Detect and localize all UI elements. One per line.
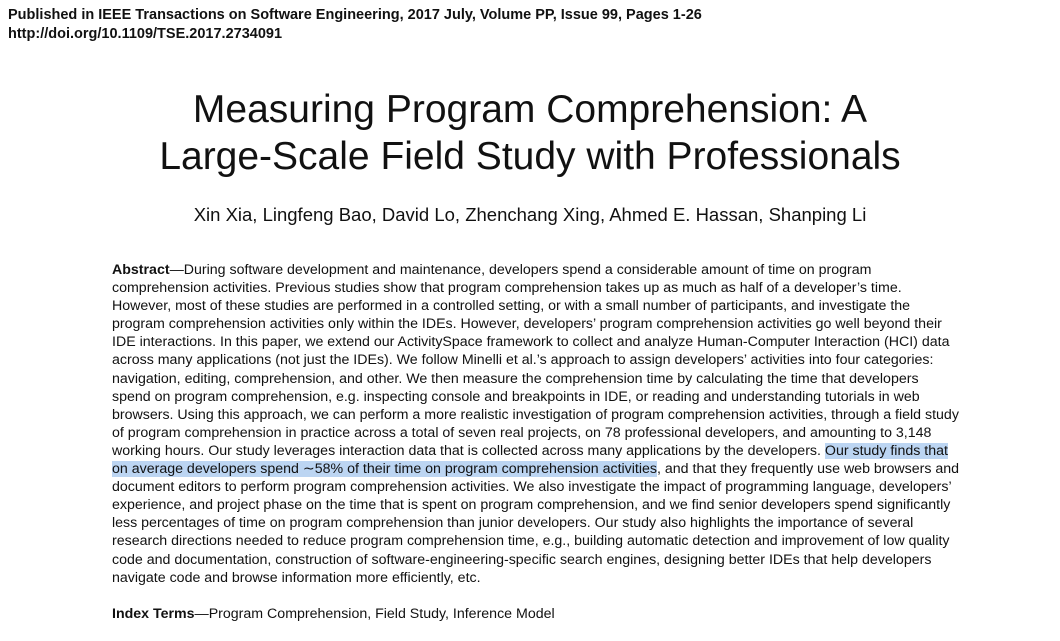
- abstract-line: code and documentation, construction of software-engineering-specific search engines, designing better IDEs that help developers: [112, 551, 932, 568]
- abstract-line: However, most of these studies are performed in a controlled setting, or with a small number of participants, and investigate the: [112, 298, 911, 315]
- index-terms-label: Index Terms: [112, 606, 195, 622]
- abstract-text: —During software development and maintenance, developers spend a considerable amount of time on program: [169, 262, 872, 278]
- abstract-line: navigate code and browse information more efficiently, etc.: [112, 569, 481, 586]
- highlighted-text[interactable]: on average developers spend ∼58% of their time on program comprehension activities: [112, 461, 658, 478]
- abstract-text: , and that they frequently use web browsers and: [657, 461, 960, 478]
- author-list: Xin Xia, Lingfeng Bao, David Lo, Zhenchang Xing, Ahmed E. Hassan, Shanping Li: [193, 204, 867, 225]
- abstract-line: [112, 261, 957, 279]
- abstract-line: program comprehension activities only within the IDEs. However, developers’ program comprehension activities go well beyond their: [112, 316, 942, 333]
- abstract-line: across many applications (not just the IDEs). We follow Minelli et al.’s approach to assign developers’ activities into four categories:: [112, 352, 934, 369]
- index-terms-text: —Program Comprehension, Field Study, Inference Model: [194, 606, 555, 622]
- paper-title-line-1: Measuring Program Comprehension: A: [192, 88, 868, 131]
- abstract-line: comprehension activities. Previous studies show that program comprehension takes up as much as half of a developer’s time.: [112, 280, 902, 297]
- abstract-line: [112, 460, 960, 478]
- abstract-line: research directions needed to reduce program comprehension time, e.g., building automatic detection and improvement of low quality: [112, 533, 950, 550]
- abstract-line: document editors to perform program comprehension activities. We also investigate the impact of programming language, developers’: [112, 479, 952, 496]
- abstract-line: experience, and project phase on the time that is spent on program comprehension, and we find senior developers spend significantly: [112, 497, 951, 514]
- abstract-line: browsers. Using this approach, we can perform a more realistic investigation of program comprehension activities, through a field study: [112, 406, 959, 423]
- paper-title-line-2: Large-Scale Field Study with Professionals: [159, 135, 901, 178]
- abstract-text: working hours. Our study leverages interaction data that is collected across many applications by the developers.: [112, 442, 825, 459]
- abstract: [112, 261, 960, 587]
- highlighted-text[interactable]: Our study finds that: [824, 442, 948, 459]
- abstract-label: Abstract: [112, 262, 170, 278]
- abstract-line: IDE interactions. In this paper, we extend our ActivitySpace framework to collect and analyze Human-Computer Interaction (HCI) data: [112, 334, 950, 351]
- doi-link[interactable]: http://doi.org/10.1109/TSE.2017.2734091: [8, 26, 283, 42]
- abstract-line: of program comprehension in practice across a total of seven real projects, on 78 professional developers, and amounting to 3,148: [112, 424, 932, 441]
- abstract-line: [112, 442, 957, 460]
- abstract-line: less percentages of time on program comprehension than junior developers. Our study also highlights the importance of several: [112, 515, 914, 532]
- abstract-line: navigation, editing, comprehension, and other. We then measure the comprehension time by calculating the time that developers: [112, 370, 919, 387]
- publication-header: [8, 6, 702, 44]
- index-terms: [112, 605, 555, 623]
- publication-info: Published in IEEE Transactions on Software Engineering, 2017 July, Volume PP, Issue 99, Pages 1-26: [8, 7, 702, 23]
- paper-title: [0, 86, 1060, 180]
- abstract-line: spend on program comprehension, e.g. inspecting console and breakpoints in IDE, or reading and understanding tutorials in web: [112, 388, 920, 405]
